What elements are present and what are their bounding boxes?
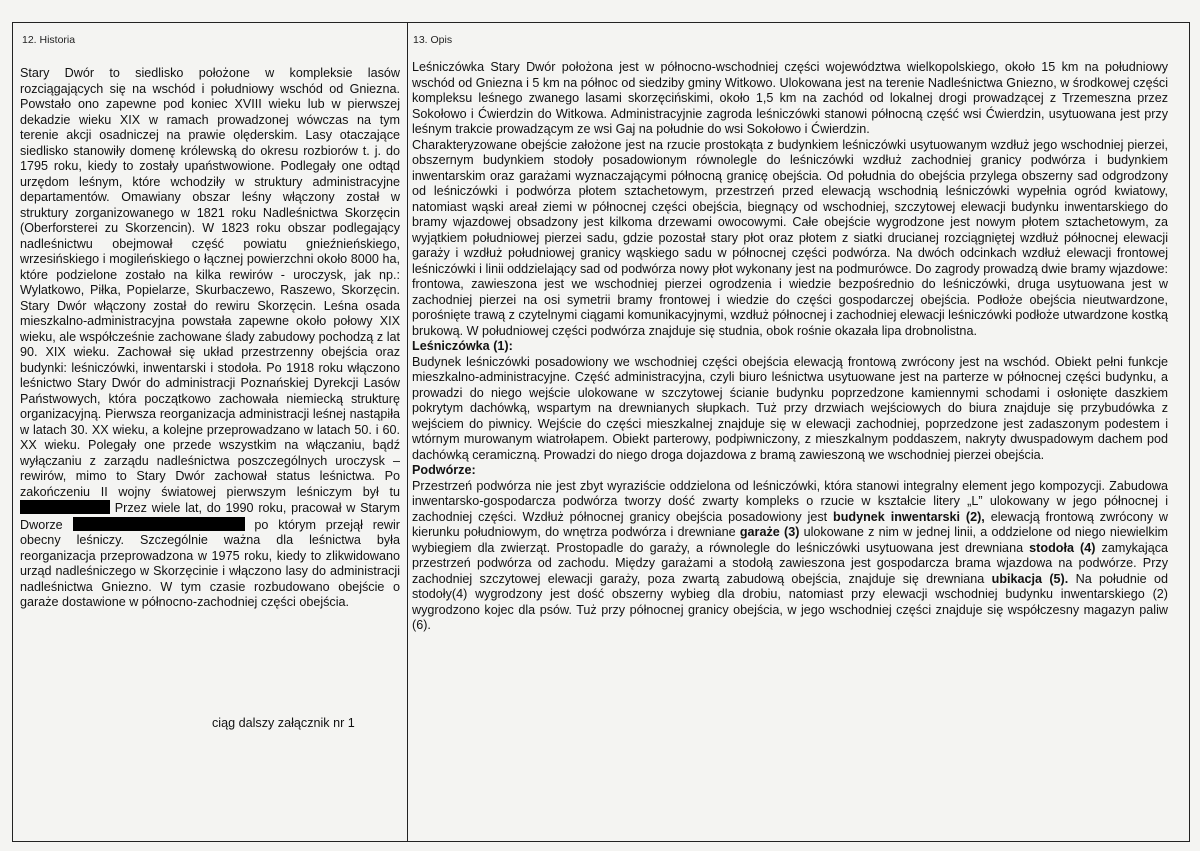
podworze-text-2: elewacją frontową zwrócony w kierunku południowym, do wnętrza podwórza i drewniane <box>412 509 1168 539</box>
podworze-text-5: Na południe od stodoły(4) wygrodzony jest dość obszerny wybieg dla drobiu, natomiast przy elewacji wschodniej budynku inwentarskiego (2) wygrodzono kojec dla psów. Tuż przy północnej granicy obejścia, w jego wschodniej części znajduje się współczesny magazyn paliw (6). <box>412 571 1169 632</box>
section-title-podworze: Podwórze: <box>412 463 476 477</box>
section-header-opis: 13. Opis <box>413 34 453 46</box>
building-label-stodola: stodoła (4) <box>1029 540 1096 555</box>
podworze-text-1: Przestrzeń podwórza nie jest zbyt wyraziście oddzielona od leśniczówki, która stanowi integralny element jego kompozycji. Zabudowa inwentarsko-gospodarcza podwórza tworzy dość zwarty kompleks o rzucie w kształcie litery „L” ulokowany w jego północnej i zachodniej części. Wzdłuż północnej granicy obejścia posadowiony jest <box>412 478 1168 524</box>
section-text-lesniczowka: Budynek leśniczówki posadowiony we wschodniej części obejścia elewacją frontową zwrócony jest na wschód. Obiekt pełni funkcje mieszkalno-administracyjne. Część administracyjna, czyli biuro leśnictwa usytuowane jest na parterze w północnej części budynku, a prowadzi do niego wejście ulokowane w szczytowej ścianie budynku poprzedzone kamiennymi schodami i osłonięte daszkiem pokrytym dachówką, wspartym na drewnianych słupkach. Tuż przy drzwiach wejściowych do biura znajduje się przybudówka z wejściem do piwnicy. Wejście do części mieszkalnej znajduje się w elewacji zachodniej, poprzedzone jest zadaszonym podestem i wtórnym murowanym wiatrołapem. Obiekt parterowy, podpiwniczony, z mieszkalnym poddaszem, nakryty dwuspadowym dachem pod dachówką ceramiczną. Prowadzi do niego droga dojazdowa z bramą zawieszoną we wschodniej pierzei obejścia. <box>412 354 1168 462</box>
history-text-part2: Przez wiele lat, do 1990 roku, pracował w Starym Dworze <box>20 501 401 532</box>
column-divider <box>407 22 408 842</box>
description-intro-1: Leśniczówka Stary Dwór położona jest w północno-wschodniej części województwa wielkopolskiego, około 15 km na południowy wschód od Gniezna i 5 km na północ od siedziby gminy Witkowo. Ulokowana jest na terenie Nadleśnictwa Gniezno, w środkowej części kompleksu leśnego zwanego lasami skorzęcińskimi, około 1,5 km na zachód od lokalnej drogi prowadzącej z Trzemeszna przez Sokołowo i Ćwierdzin do Witkowa. Administracyjnie zagroda leśniczówki stanowi północną część wsi Ćwierdzin, usytuowana jest przy leśnym trakcie prowadzącym ze wsi Gaj na południe do wsi Sokołowo i Ćwierdzin. <box>412 60 1168 136</box>
building-label-ubikacja: ubikacja (5). <box>991 571 1069 586</box>
podworze-text-4: zamykająca przestrzeń podwórza od zachodu. Między garażami a stodołą zawieszona jest gospodarcza brama wjazdowa na podwórze. Przy zachodniej szczytowej elewacji garaży, poza zwartą zabudową obejścia, znajduje się drewniana <box>412 540 1169 586</box>
section-title-lesniczowka: Leśniczówka (1): <box>412 339 513 353</box>
history-text <box>20 66 400 611</box>
redaction-block <box>73 517 245 531</box>
description-intro-2: Charakteryzowane obejście założone jest na rzucie prostokąta z budynkiem leśniczówki usytuowanym wzdłuż jego wschodniej pierzei, obszernym budynkiem stodoły posadowionym równolegle do leśniczówki wzdłuż zachodniej granicy podwórza i budynkiem inwentarskim oraz garażami wyznaczającymi północną granicę obejścia. Od południa do obejścia przylega obszerny sad odgrodzony od leśniczówki i podwórza płotem sztachetowym, przestrzeń przed elewacją wschodnią leśniczówki wypełnia ogród kwiatowy, natomiast wąski areał ziemi w północnej części obejścia, biegnący od wschodniej, szczytowej elewacji budynku inwentarskiego do bramy wjazdowej obsadzony jest kilkoma drzewami owocowymi. Całe obejście wygrodzone jest nowym płotem sztachetowym, za wyjątkiem południowej pierzei sadu, gdzie pozostał stary płot oraz płotem z siatki drucianej rozciągniętej wzdłuż północnej elewacji garaży i wzdłuż południowej granicy wąskiego sadu w północnej części podwórza. Na dwóch odcinkach wzdłuż elewacji frontowej leśniczówki i linii oddzielający sad od podwórza nowy płot wykonany jest na podmurówce. Do zagrody prowadzą dwie bramy wjazdowe: frontowa, zawieszona jest we wschodniej pierzei ogrodzenia i wiedzie bezpośrednio do leśniczówki, druga usytuowana jest w zachodniej pierzei na osi symetrii bramy frontowej i wiedzie do części gospodarczej obejścia. Podłoże obejścia nieutwardzone, porośnięte trawą z czytelnymi ciągami komunikacyjnymi, wzdłuż północnej i zachodniej elewacji leśniczówki podłoże utwardzone kostką brukową. W południowej części podwórza znajduje się studnia, obok rośnie okazała lipa drobnolistna. <box>412 137 1169 338</box>
history-text-part3: po którym przejął rewir obecny leśniczy. Szczególnie ważna dla leśnictwa była reorganizacja przeprowadzona w 1975 roku, kiedy to zlikwidowano urząd nadleśniczego w Skorzęcinie i włączono lasy do administracji nadleśnictwa Gniezno. W tym czasie rozbudowano obejście o garaże dostawione w północno-zachodniej części obejścia. <box>20 517 401 609</box>
redaction-block <box>20 500 110 514</box>
section-header-historia: 12. Historia <box>22 34 76 46</box>
history-text-part1: Stary Dwór to siedlisko położone w kompleksie lasów rozciągających się na wschód i południowy wschód od Gniezna. Powstało ono zapewne pod koniec XVIII wieku lub w pierwszej dekadzie wieku XIX w ramach prowadzonej wówczas na tym terenie akcji osadniczej na prawie olęderskim. Lasy otaczające siedlisko stanowiły domenę królewską do okresu rozbiorów t. j. do 1795 roku, kiedy to zostały upaństwowione. Podlegały one odtąd urzędom leśnym, które wchodziły w struktury administracyjne departamentów. Omawiany obszar leśny włączony został w struktury zorganizowanego w 1821 roku Nadleśnictwa Skorzęcin (Oberforsterei zu Skorzencin). W 1823 roku obszar podlegający nadleśnictwu obejmował część powiatu gnieźnieńskiego, wrzesińskiego i mogileńskiego o łącznej powierzchni około 8000 ha, które podzielone zostało na kilka rewirów - uroczysk, jak np.: Wylatkowo, Piłka, Popielarze, Skurbaczewo, Raszewo, Skorzęcin. Stary Dwór włączony został do rewiru Skorzęcin. Leśna osada mieszkalno-administracyjna powstała zapewne około połowy XIX wieku, ale współcześnie zachowane ślady zabudowy pochodzą z lat 90. XIX wieku. Zachował się układ przestrzenny obejścia oraz budynki: leśniczówki, inwentarski i stodoła. Po 1918 roku włączono leśnictwo Stary Dwór do administracji Poznańskiej Dyrekcji Lasów Państwowych, która początkowo zachowała niemiecką strukturę organizacyjną. Pierwsza reorganizacja administracji leśnej nastąpiła w latach 30. XX wieku, a kolejne przeprowadzano w latach 50. i 60. XX wieku. Polegały one przede wszystkim na włączaniu, bądź wyłączaniu z zarządu nadleśnictwa poszczególnych uroczysk – rewirów, mimo to Stary Dwór zachował status leśnictwa. Po zakończeniu II wojny światowej pierwszym leśniczym był tu <box>20 66 400 499</box>
section-text-podworze <box>412 479 1168 634</box>
description-column <box>412 60 1168 634</box>
history-column <box>20 66 400 611</box>
building-label-garaze: garaże (3) <box>739 525 800 539</box>
continuation-note: ciąg dalszy załącznik nr 1 <box>212 716 355 730</box>
podworze-text-3: ulokowane z nim w jednej linii, a oddzielone od niego niewielkim wybiegiem dla zwierząt. Prostopadle do garaży, a równolegle do leśniczówki usytuowana jest drewniana <box>412 525 1168 555</box>
building-label-inwentarski: budynek inwentarski (2), <box>833 509 985 524</box>
